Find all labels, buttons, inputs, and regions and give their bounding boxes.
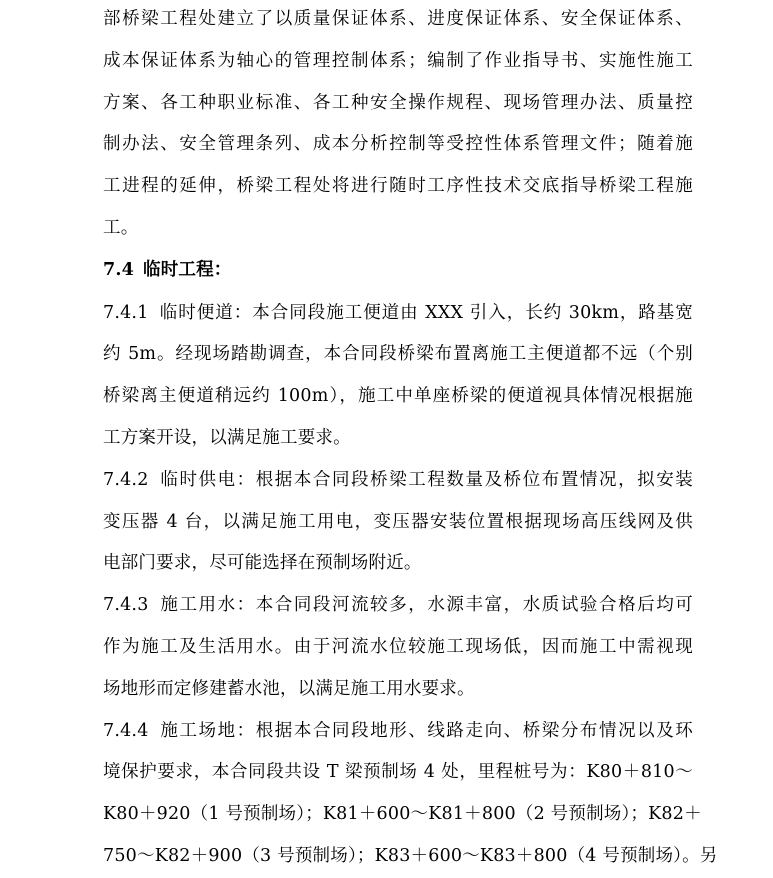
text-line: 约 5m。经现场踏勘调查，本合同段桥梁布置离施工主便道都不远（个别 (103, 344, 693, 365)
text-line: 场地形而定修建蓄水池，以满足施工用水要求。 (103, 678, 475, 699)
subsection-number: 7.4.2 (103, 469, 149, 490)
text-line: 工进程的延伸，桥梁工程处将进行随时工序性技术交底指导桥梁工程施 (103, 176, 693, 197)
section-heading (103, 250, 693, 292)
subsection-number: 7.4.3 (103, 595, 149, 616)
subsection-7-4-2 (103, 460, 693, 585)
text-line: 桥梁离主便道稍远约 100m），施工中单座桥梁的便道视具体情况根据施 (103, 386, 693, 407)
subsection-number: 7.4.4 (103, 720, 149, 741)
text-line (103, 460, 693, 502)
text-line-content: 临时便道：本合同段施工便道由 XXX 引入，长约 30km，路基宽 (159, 302, 693, 323)
text-line: K80＋920（1 号预制场）；K81＋600～K81＋800（2 号预制场）；K82＋ (103, 804, 702, 825)
text-line: 境保护要求，本合同段共设 T 梁预制场 4 处，里程桩号为：K80＋810～ (103, 762, 693, 783)
section-title: 临时工程： (143, 259, 232, 280)
text-line: 750～K82＋900（3 号预制场）；K83＋600～K83＋800（4 号预制场）。另 (103, 845, 718, 866)
subsection-number: 7.4.1 (103, 302, 149, 323)
text-line: 方案、各工种职业标准、各工种安全操作规程、现场管理办法、质量控 (103, 92, 693, 113)
text-line: 部桥梁工程处建立了以质量保证体系、进度保证体系、安全保证体系、 (103, 9, 693, 29)
text-line: 作为施工及生活用水。由于河流水位较施工现场低，因而施工中需视现 (103, 636, 693, 657)
text-line-content: 施工用水：本合同段河流较多，水源丰富，水质试验合格后均可 (159, 595, 693, 616)
subsection-7-4-3 (103, 585, 693, 710)
document-page (103, 0, 718, 878)
text-line (103, 585, 693, 627)
text-line-content: 临时供电：根据本合同段桥梁工程数量及桥位布置情况，拟安装 (159, 469, 693, 490)
text-line-content: 施工场地：根据本合同段地形、线路走向、桥梁分布情况以及环 (159, 720, 693, 741)
text-line: 成本保证体系为轴心的管理控制体系；编制了作业指导书、实施性施工 (103, 50, 693, 71)
text-line: 电部门要求，尽可能选择在预制场附近。 (103, 553, 422, 574)
intro-paragraph (103, 0, 693, 250)
text-line: 工方案开设，以满足施工要求。 (103, 427, 351, 448)
text-line (103, 711, 693, 753)
text-line: 变压器 4 台，以满足施工用电，变压器安装位置根据现场高压线网及供 (103, 511, 693, 532)
subsection-7-4-1 (103, 293, 693, 460)
subsection-7-4-4 (103, 711, 718, 878)
section-number: 7.4 (103, 259, 135, 280)
text-line: 制办法、安全管理条列、成本分析控制等受控性体系管理文件；随着施 (103, 134, 693, 155)
text-line (103, 293, 693, 335)
section-heading-7-4 (103, 250, 693, 292)
text-line: 工。 (103, 217, 139, 238)
